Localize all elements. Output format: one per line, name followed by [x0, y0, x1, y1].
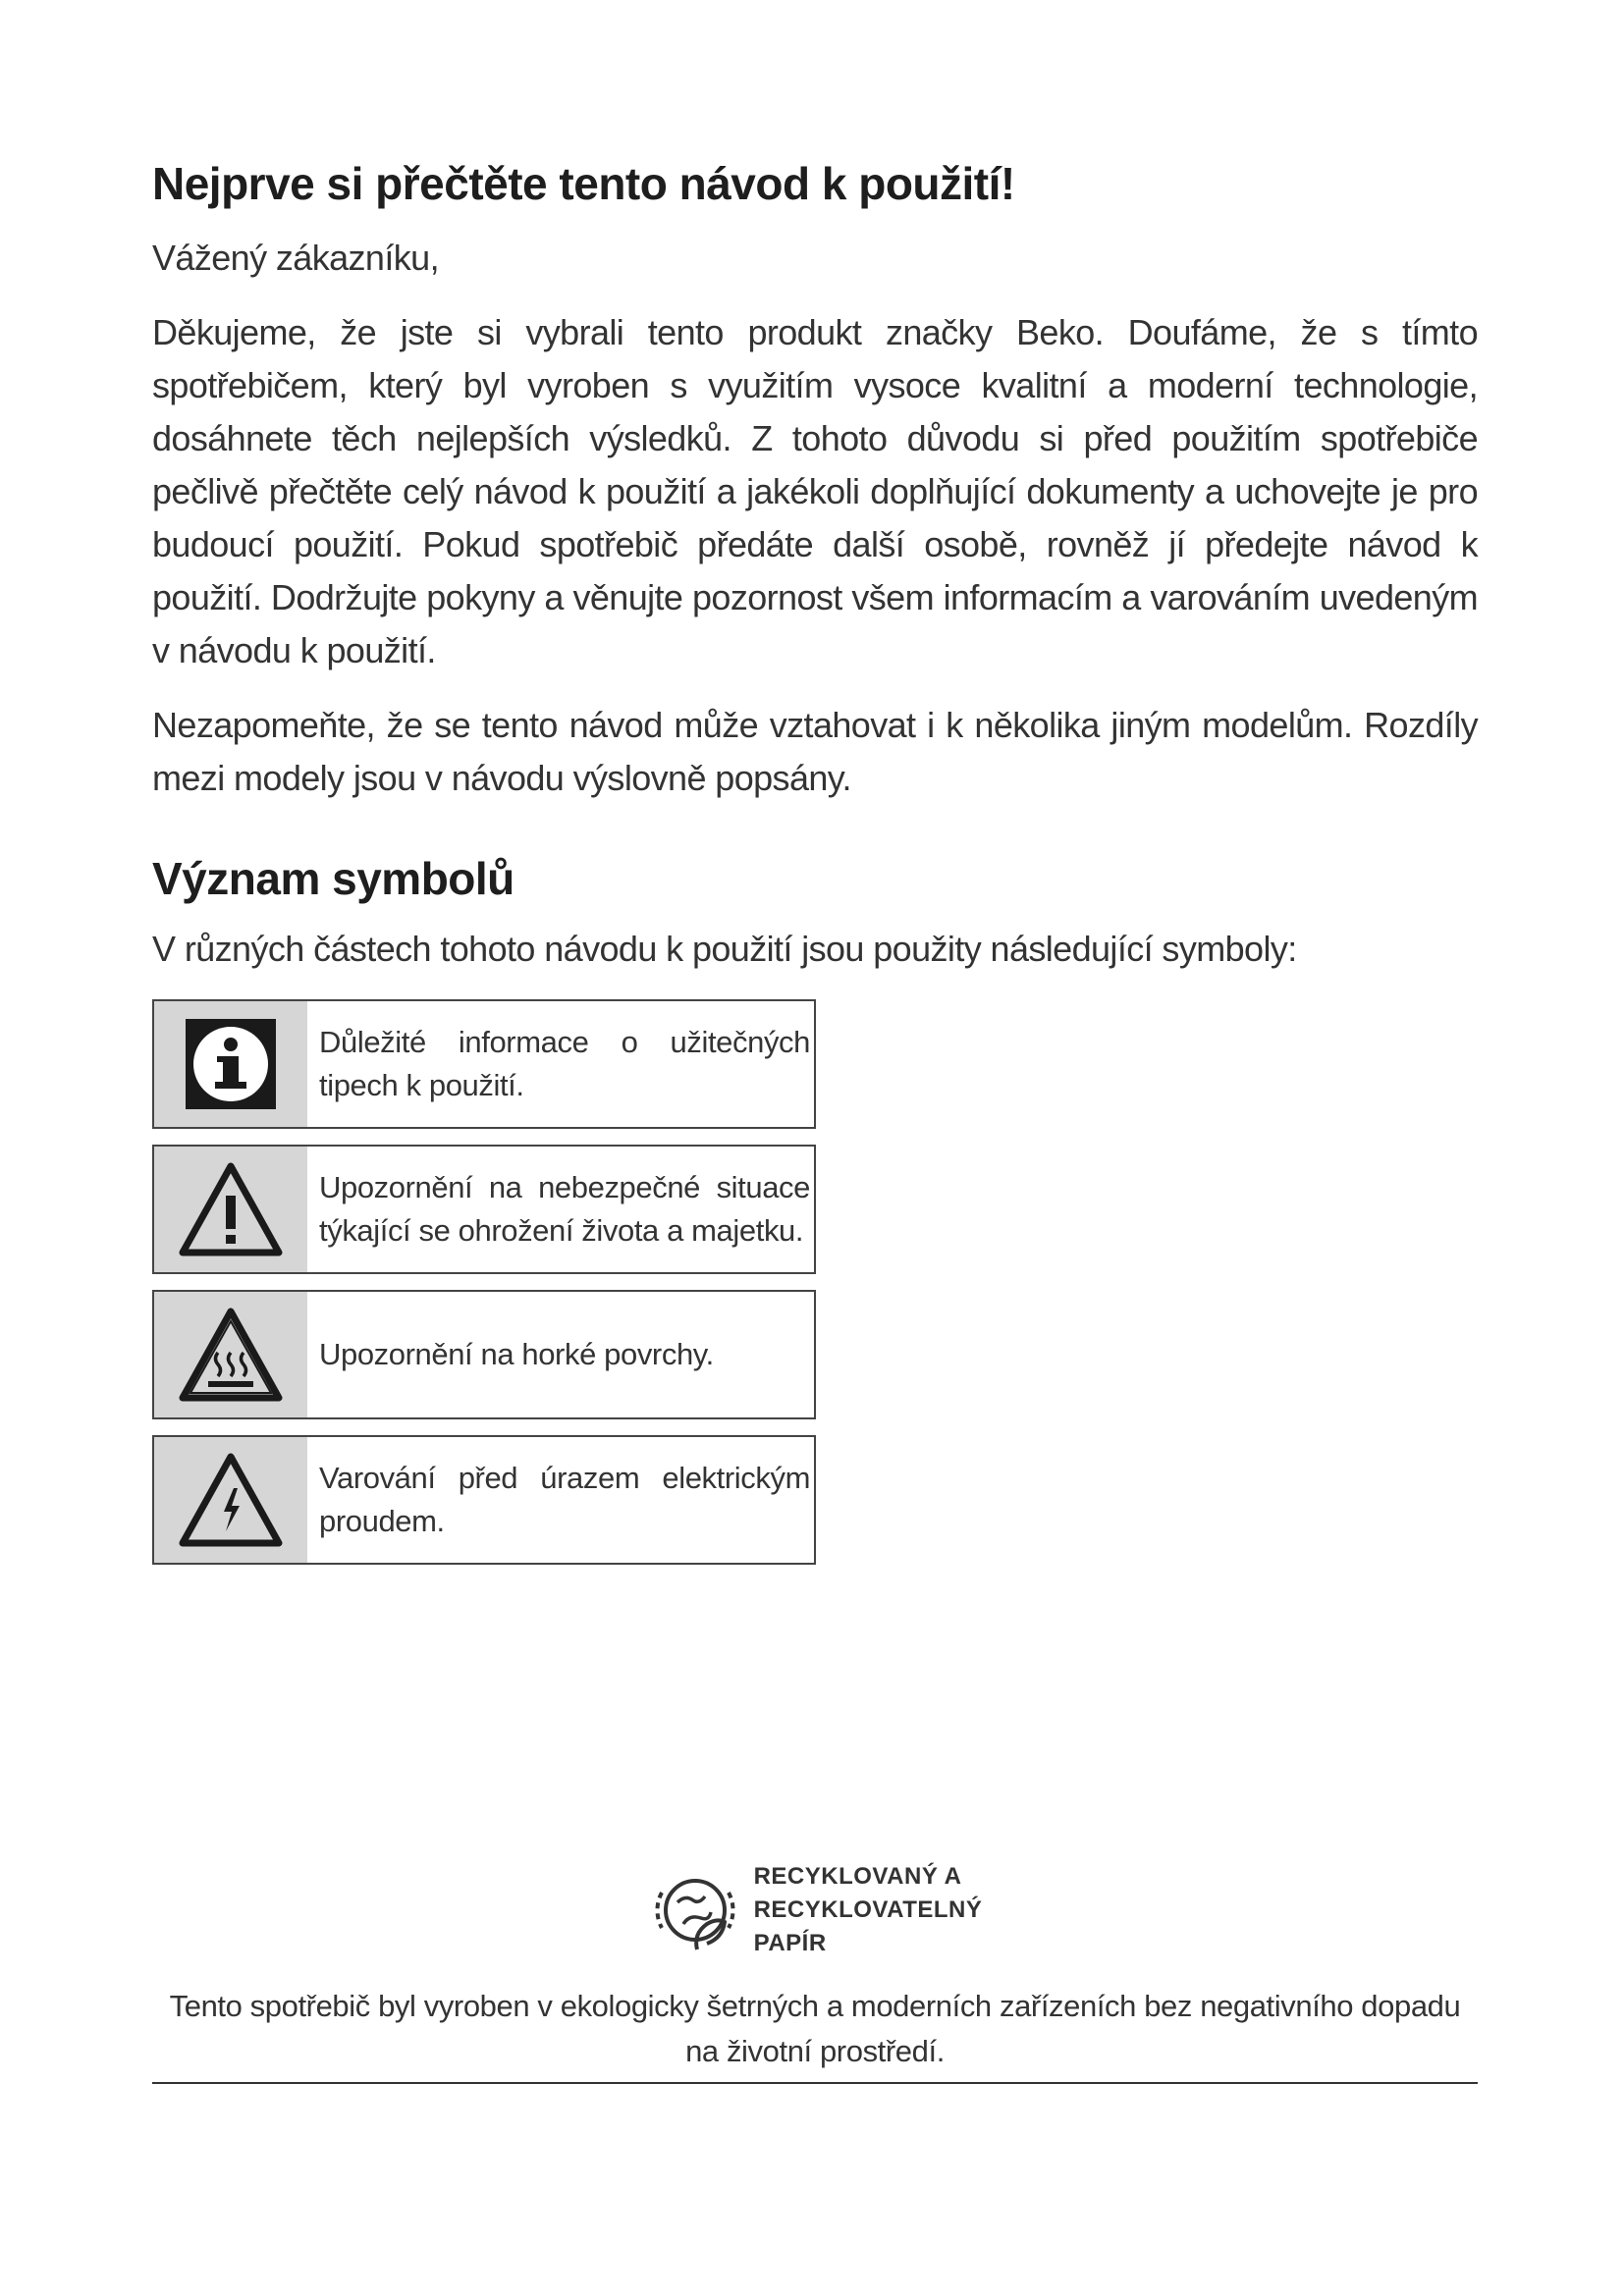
symbol-text-electric: Varování před úrazem elektrickým proudem. [319, 1461, 810, 1538]
page-title: Nejprve si přečtěte tento návod k použití! [152, 158, 1015, 209]
symbol-text-warning: Upozornění na nebezpečné situace týkající se ohrožení života a majetku. [319, 1170, 810, 1248]
models-paragraph: Nezapomeňte, že se tento návod může vztahovat i k několika jiným modelům. Rozdíly mezi modely jsou v návodu výslovně popsány. [152, 705, 1478, 798]
recycle-label-line-1: RECYKLOVANÝ A [753, 1863, 962, 1890]
recycled-globe-icon [648, 1863, 742, 1957]
hot-surface-icon [154, 1292, 307, 1417]
manual-page [152, 157, 1478, 1580]
symbol-row-warning [152, 1145, 816, 1274]
electric-shock-icon [154, 1437, 307, 1563]
symbol-text-info: Důležité informace o užitečných tipech k použití. [319, 1025, 810, 1102]
info-icon [154, 1001, 307, 1127]
intro-paragraph: Děkujeme, že jste si vybrali tento produkt značky Beko. Doufáme, že s tímto spotřebičem, který byl vyroben s využitím vysoce kvalitní a moderní technologie, dosáhnete těch nejlepších výsledků. Z tohoto důvodu si před použitím spotřebiče pečlivě přečtěte celý návod k použití a jakékoli doplňující dokumenty a uchovejte je pro budoucí použití. Pokud spotřebič předáte další osobě, rovněž jí předejte návod k použití. Dodržujte pokyny a věnujte pozornost všem informacím a varováním uvedeným v návodu k použití. [152, 312, 1478, 670]
symbols-table [152, 999, 816, 1565]
page-footer [152, 1860, 1478, 2084]
symbols-intro: V různých částech tohoto návodu k použití jsou použity následující symboly: [152, 929, 1297, 969]
recycled-paper-badge [152, 1860, 1478, 1960]
recycle-label-line-3: PAPÍR [753, 1930, 827, 1956]
greeting: Vážený zákazníku, [152, 238, 439, 278]
recycle-label-line-2: RECYKLOVATELNÝ [753, 1896, 983, 1923]
symbol-row-info [152, 999, 816, 1129]
symbol-row-hot-surface [152, 1290, 816, 1419]
footer-note: Tento spotřebič byl vyroben v ekologicky šetrných a moderních zařízeních bez negativního dopadu na životní prostředí. [169, 1989, 1461, 2068]
symbol-text-hot-surface: Upozornění na horké povrchy. [319, 1337, 714, 1371]
symbol-row-electric [152, 1435, 816, 1565]
warning-icon [154, 1147, 307, 1272]
footer-divider [152, 2082, 1478, 2084]
symbols-heading: Význam symbolů [152, 853, 514, 904]
